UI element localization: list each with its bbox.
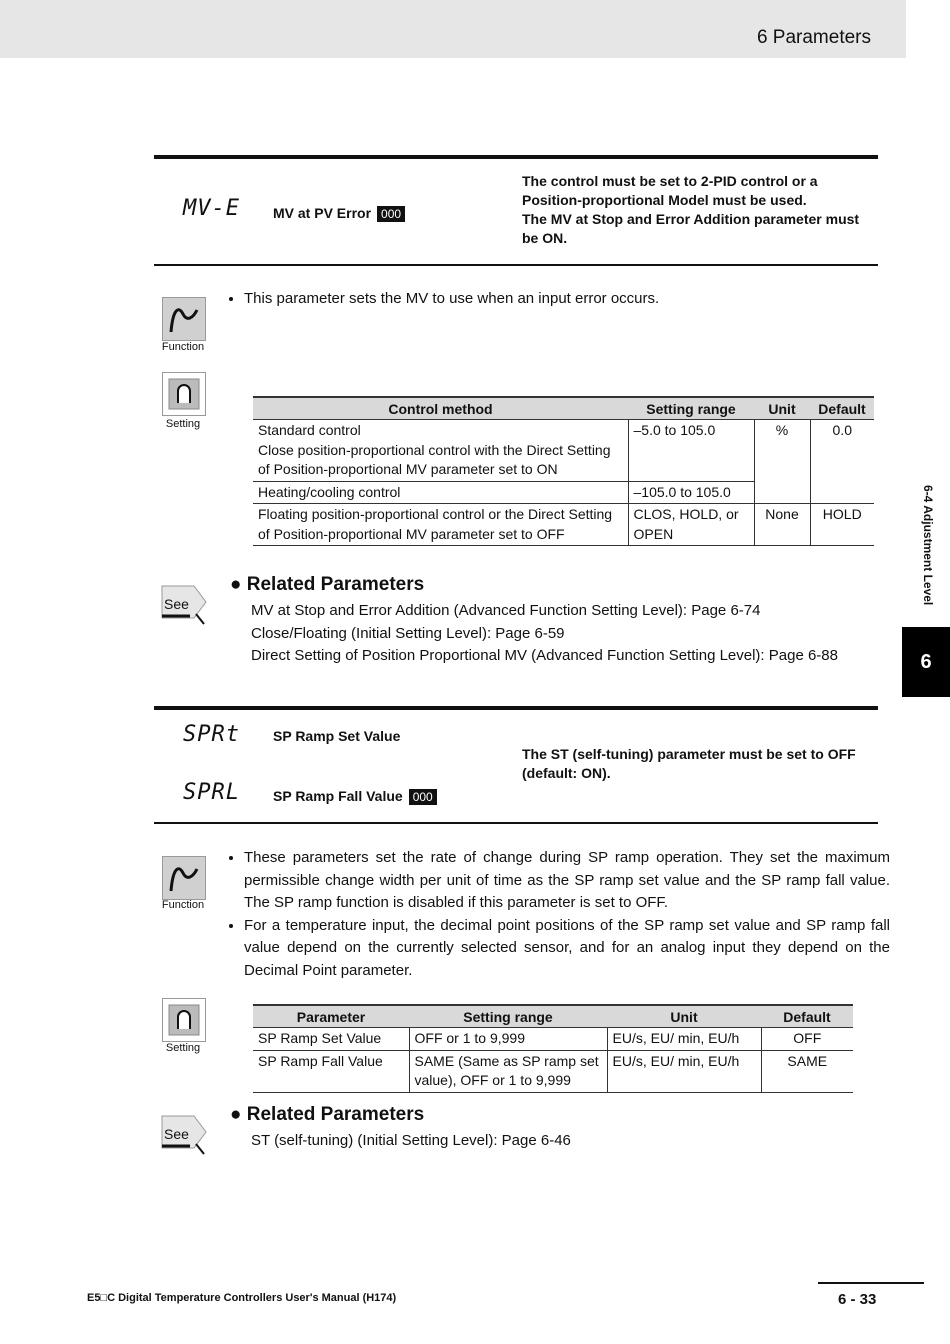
table-row [253, 420, 874, 482]
related-link[interactable]: Direct Setting of Position Proportional MV (Advanced Function Setting Level): Page 6-88 [251, 647, 838, 664]
bullet-item: • This parameter sets the MV to use when an input error occurs. [244, 288, 890, 311]
related-title: ● Related Parameters [230, 574, 425, 595]
cell-default: SAME [761, 1050, 853, 1092]
function-bullets [226, 847, 890, 982]
param-name [273, 205, 405, 222]
related-link[interactable]: ST (self-tuning) (Initial Setting Level): Page 6-46 [251, 1132, 571, 1149]
cell-param: SP Ramp Fall Value [258, 1052, 383, 1069]
function-icon-label: Function [161, 899, 205, 911]
function-icon [162, 856, 206, 900]
level-badge: 000 [377, 206, 405, 222]
setting-icon-label: Setting [165, 418, 201, 430]
table-row [253, 504, 874, 546]
cell-unit: EU/s, EU/ min, EU/h [607, 1028, 761, 1051]
page-number: 6 - 33 [838, 1291, 877, 1308]
table-header: Unit [607, 1005, 761, 1028]
condition-line: (default: ON). [522, 765, 611, 781]
related-link[interactable]: Close/Floating (Initial Setting Level): Page 6-59 [251, 624, 565, 642]
cell-unit: None [754, 504, 810, 546]
cell-range: SAME (Same as SP ramp set value), OFF or 1 to 9,999 [409, 1050, 607, 1092]
cell-range: –5.0 to 105.0 [628, 420, 754, 482]
table-header: Setting range [628, 397, 754, 420]
sidebar-section-label: 6-4 Adjustment Level [921, 485, 935, 606]
cell-method: Floating position-proportional control or the Direct Setting of Position-proportional MV parameter set to OFF [258, 506, 613, 542]
cell-range: –105.0 to 105.0 [628, 481, 754, 504]
condition-line: be ON. [522, 230, 568, 246]
sidebar-chapter-tab: 6 [902, 627, 950, 697]
condition-line: The ST (self-tuning) parameter must be set to OFF [522, 746, 856, 762]
param-name: SP Ramp Set Value [273, 728, 401, 744]
function-icon [162, 297, 206, 341]
condition-line: The control must be set to 2-PID control or a [522, 173, 818, 189]
section-bottom-rule [154, 822, 878, 824]
footer-manual-title: E5□C Digital Temperature Controllers User's Manual (H174) [87, 1292, 397, 1304]
cell-range: CLOS, HOLD, or OPEN [628, 504, 754, 546]
function-bullets [226, 288, 890, 311]
section-top-rule [154, 706, 878, 710]
condition-text [522, 745, 856, 783]
see-icon-label: See [164, 1126, 189, 1142]
table-header: Default [761, 1005, 853, 1028]
bullet-item: • For a temperature input, the decimal point positions of the SP ramp set value and SP ramp fall value depend on the currently selected sensor, and for an analog input they depend on the Decimal Point parameter. [244, 915, 890, 983]
cell-param: SP Ramp Set Value [258, 1030, 382, 1046]
see-icon-label: See [164, 596, 189, 612]
related-title: ● Related Parameters [230, 1104, 425, 1125]
section-top-rule [154, 155, 878, 159]
condition-line: Position-proportional Model must be used. [522, 192, 807, 208]
table-header: Default [810, 397, 874, 420]
table-row [253, 1028, 853, 1051]
cell-range: OFF or 1 to 9,999 [409, 1028, 607, 1051]
related-link[interactable]: MV at Stop and Error Addition (Advanced Function Setting Level): Page 6-74 [251, 602, 761, 619]
table-header: Control method [253, 397, 628, 420]
cell-unit: EU/s, EU/ min, EU/h [607, 1050, 761, 1092]
condition-text [522, 172, 859, 248]
table-header: Parameter [253, 1005, 409, 1028]
function-icon-label: Function [161, 341, 205, 353]
param-name-text: MV at PV Error [273, 205, 372, 221]
setting-table-2 [253, 1004, 853, 1093]
footer-rule [818, 1282, 924, 1284]
table-header: Setting range [409, 1005, 607, 1028]
cell-default: HOLD [810, 504, 874, 546]
setting-icon-label: Setting [165, 1042, 201, 1054]
condition-line: The MV at Stop and Error Addition parameter must [522, 211, 860, 227]
bullet-item: • These parameters set the rate of change during SP ramp operation. They set the maximum permissible change width per unit of time as the SP ramp set value and the SP ramp fall value. The SP ramp function is disabled if this parameter is set to OFF. [244, 847, 890, 915]
cell-default: OFF [761, 1028, 853, 1051]
section-bottom-rule [154, 264, 878, 266]
page-header-title: 6 Parameters [756, 27, 871, 48]
setting-icon [162, 372, 206, 416]
cell-unit: % [754, 420, 810, 504]
setting-icon [162, 998, 206, 1042]
cell-method: Heating/cooling control [258, 483, 401, 500]
param-name: SP Ramp Fall Value 000 [273, 788, 437, 805]
param-symbol-mv-e: MV-E [183, 196, 240, 221]
related-list [251, 600, 838, 668]
table-row [253, 1050, 853, 1092]
param-symbol-sprt: SPRt [183, 722, 240, 747]
setting-table-1 [253, 396, 874, 546]
level-badge: 000 [409, 789, 437, 805]
param-symbol-sprl: SPRL [183, 780, 240, 805]
cell-default: 0.0 [810, 420, 874, 504]
cell-method: Standard control Close position-proportional control with the Direct Setting of Position-proportional MV parameter set to ON [258, 422, 611, 477]
related-list [251, 1130, 571, 1153]
table-header: Unit [754, 397, 810, 420]
